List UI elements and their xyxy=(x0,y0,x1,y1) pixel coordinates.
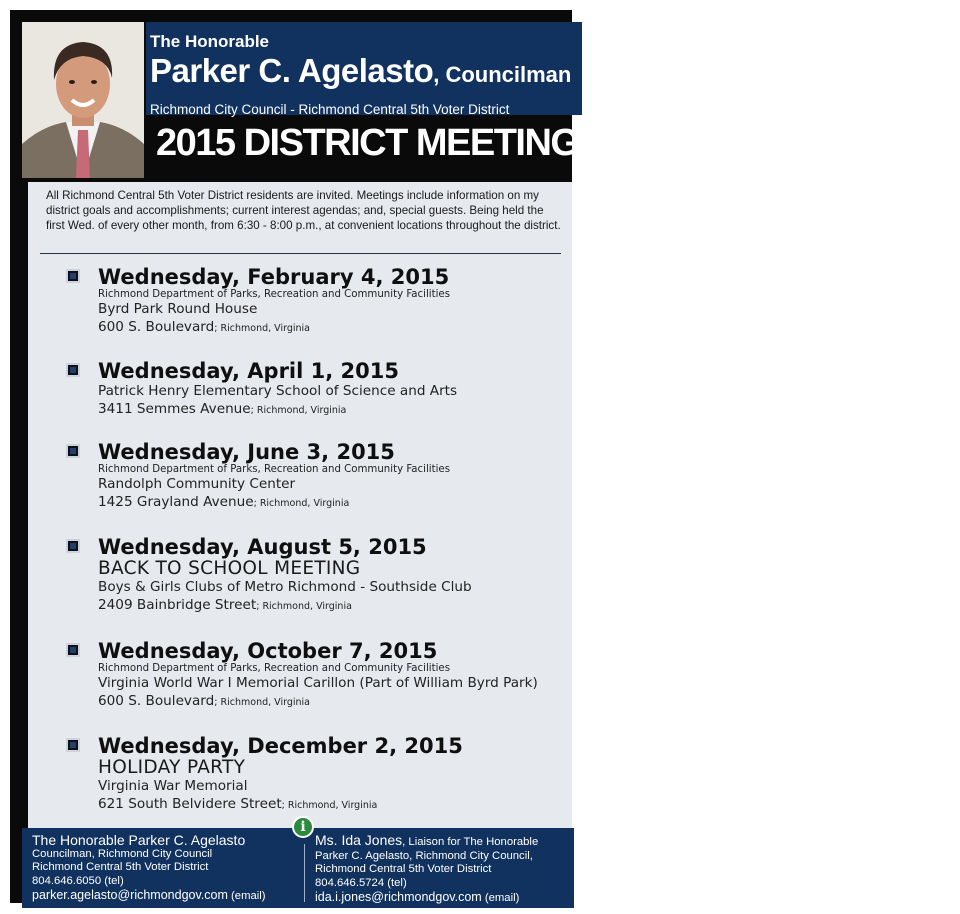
meeting-special-note: BACK TO SCHOOL MEETING xyxy=(98,558,361,579)
contact-line: Richmond Central 5th Voter District xyxy=(315,863,492,876)
address-street: 621 South Belvidere Street xyxy=(98,796,282,812)
contact-line: Councilman, Richmond City Council xyxy=(32,847,213,860)
intro-text: All Richmond Central 5th Voter District residents are invited. Meetings include information on my district goals and accomplishments; current interest agendas; and, special guests. Being held the first Wed. of every other month, from 6:30 - 8:00 p.m., at convenient locations throughout the district. xyxy=(46,189,561,232)
address-street: 2409 Bainbridge Street xyxy=(98,597,257,613)
meeting-location: Patrick Henry Elementary School of Science and Arts xyxy=(98,383,458,399)
name-text: Parker C. Agelasto xyxy=(150,52,434,89)
meeting-address xyxy=(98,795,568,815)
contact-line: Parker C. Agelasto, Richmond City Council, xyxy=(315,849,533,862)
meeting-department: Richmond Department of Parks, Recreation and Community Facilities xyxy=(98,464,451,475)
info-icon: i xyxy=(292,816,314,838)
meeting-address xyxy=(98,400,568,420)
meeting-special-note: HOLIDAY PARTY xyxy=(98,757,246,778)
meeting-location: Randolph Community Center xyxy=(98,476,296,492)
address-city: ; Richmond, Virginia xyxy=(256,601,352,612)
councilman-contact xyxy=(32,834,266,904)
meeting-date: Wednesday, October 7, 2015 xyxy=(98,639,438,663)
meeting-date: Wednesday, December 2, 2015 xyxy=(98,734,463,758)
bullet-square-icon xyxy=(66,539,80,553)
contact-name: The Honorable Parker C. Agelasto xyxy=(32,832,246,848)
phone-number: 804.646.5724 xyxy=(315,877,385,890)
meeting-address xyxy=(98,596,568,616)
contact-name: Ms. Ida Jones xyxy=(315,832,403,848)
meeting-address xyxy=(98,318,568,338)
bullet-square-icon xyxy=(66,444,80,458)
divider xyxy=(40,253,561,254)
flyer xyxy=(10,10,603,904)
meeting-date: Wednesday, June 3, 2015 xyxy=(98,440,395,464)
meetings-panel xyxy=(28,182,572,828)
address-street: 1425 Grayland Avenue xyxy=(98,494,254,510)
bullet-square-icon xyxy=(66,363,80,377)
meeting-location: Virginia War Memorial xyxy=(98,778,248,794)
bullet-square-icon xyxy=(66,269,80,283)
meeting-date: Wednesday, February 4, 2015 xyxy=(98,265,450,289)
email-tag: (email) xyxy=(481,891,520,904)
email-tag: (email) xyxy=(227,889,266,902)
meeting-address xyxy=(98,692,568,712)
email-link[interactable]: ida.i.jones@richmondgov.com xyxy=(315,889,482,904)
address-city: ; Richmond, Virginia xyxy=(250,405,347,416)
contact-email xyxy=(32,889,266,904)
contact-email xyxy=(315,891,538,906)
footer-divider xyxy=(304,844,305,902)
page-title: 2015 DISTRICT MEETINGS xyxy=(156,122,603,164)
address-street: 600 S. Boulevard xyxy=(98,693,215,709)
contact-footer xyxy=(22,819,574,908)
phone-number: 804.646.6050 xyxy=(32,875,102,888)
councilman-portrait xyxy=(22,22,144,178)
meeting-location: Boys & Girls Clubs of Metro Richmond - Southside Club xyxy=(98,579,472,595)
address-street: 600 S. Boulevard xyxy=(98,319,215,335)
address-city: ; Richmond, Virginia xyxy=(281,800,378,811)
email-link[interactable]: parker.agelasto@richmondgov.com xyxy=(32,887,228,902)
contact-line: Richmond Central 5th Voter District xyxy=(32,861,209,874)
meeting-location: Virginia World War I Memorial Carillon (Part of William Byrd Park) xyxy=(98,675,538,691)
phone-tag: (tel) xyxy=(384,877,407,890)
contact-phone xyxy=(32,875,266,889)
title-suffix: , Councilman xyxy=(433,62,572,87)
meeting-date: Wednesday, August 5, 2015 xyxy=(98,535,427,559)
council-district: Richmond City Council - Richmond Central 5th Voter District xyxy=(150,102,510,117)
liaison-contact xyxy=(315,834,538,906)
address-city: ; Richmond, Virginia xyxy=(214,697,310,708)
councilman-name xyxy=(150,52,571,90)
meeting-location: Byrd Park Round House xyxy=(98,301,258,317)
phone-tag: (tel) xyxy=(101,875,124,888)
bullet-square-icon xyxy=(66,643,80,657)
liaison-label: , Liaison for The Honorable xyxy=(402,836,539,848)
meeting-department: Richmond Department of Parks, Recreation and Community Facilities xyxy=(98,289,451,300)
meeting-address xyxy=(98,493,568,513)
bullet-square-icon xyxy=(66,738,80,752)
meeting-date: Wednesday, April 1, 2015 xyxy=(98,359,399,383)
honorific: The Honorable xyxy=(150,32,270,51)
meeting-department: Richmond Department of Parks, Recreation and Community Facilities xyxy=(98,663,451,674)
address-city: ; Richmond, Virginia xyxy=(214,323,310,334)
header-banner xyxy=(146,22,582,115)
address-city: ; Richmond, Virginia xyxy=(253,498,350,509)
contact-phone xyxy=(315,877,538,891)
address-street: 3411 Semmes Avenue xyxy=(98,401,251,417)
